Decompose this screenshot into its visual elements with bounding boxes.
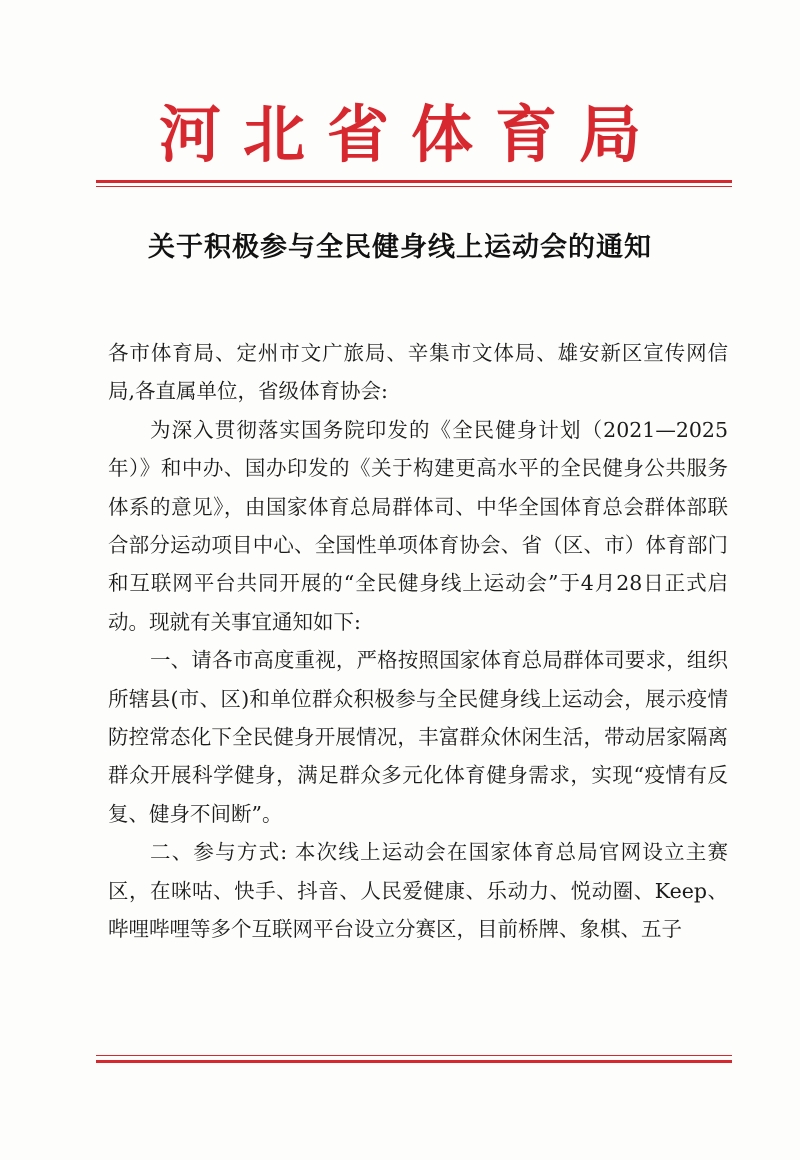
body-paragraph-1: 为深入贯彻落实国务院印发的《全民健身计划（2021—2025年）》和中办、国办印发的《关于构建更高水平的全民健身公共服务体系的意见》，由国家体育总局群体司、中华全国体育总会群体部联合部分运动项目中心、全国性单项体育协会、省（区、市）体育部门和互联网平台共同开展的“全民健身线上运动会”于4月28日正式启动。现就有关事宜通知如下: xyxy=(108,417,728,634)
header-red-rule-thin xyxy=(96,186,732,187)
footer-red-rule-thick xyxy=(96,1060,732,1063)
body-paragraph-2: 一、请各市高度重视，严格按照国家体育总局群体司要求，组织所辖县(市、区)和单位群众积极参与全民健身线上运动会，展示疫情防控常态化下全民健身开展情况，丰富群众休闲生活，带动居家隔离群众开展科学健身，满足群众多元化体育健身需求，实现“疫情有反复、健身不间断”。 xyxy=(108,648,728,826)
notice-title: 关于积极参与全民健身线上运动会的通知 xyxy=(148,232,652,263)
footer-red-rule-thin xyxy=(96,1055,732,1056)
body-paragraph-3: 二、参与方式: 本次线上运动会在国家体育总局官网设立主赛区，在咪咕、快手、抖音、人民爱健康、乐动力、悦动圈、Keep、哔哩哔哩等多个互联网平台设立分赛区，目前桥牌、象棋、五子 xyxy=(108,840,728,942)
issuing-organization-title: 河北省体育局 xyxy=(158,98,663,171)
addressee-line: 各市体育局、定州市文广旅局、辛集市文体局、雄安新区宣传网信局,各直属单位，省级体育协会: xyxy=(108,341,728,404)
notice-body xyxy=(108,334,728,949)
header-red-rule-thick xyxy=(96,180,732,183)
